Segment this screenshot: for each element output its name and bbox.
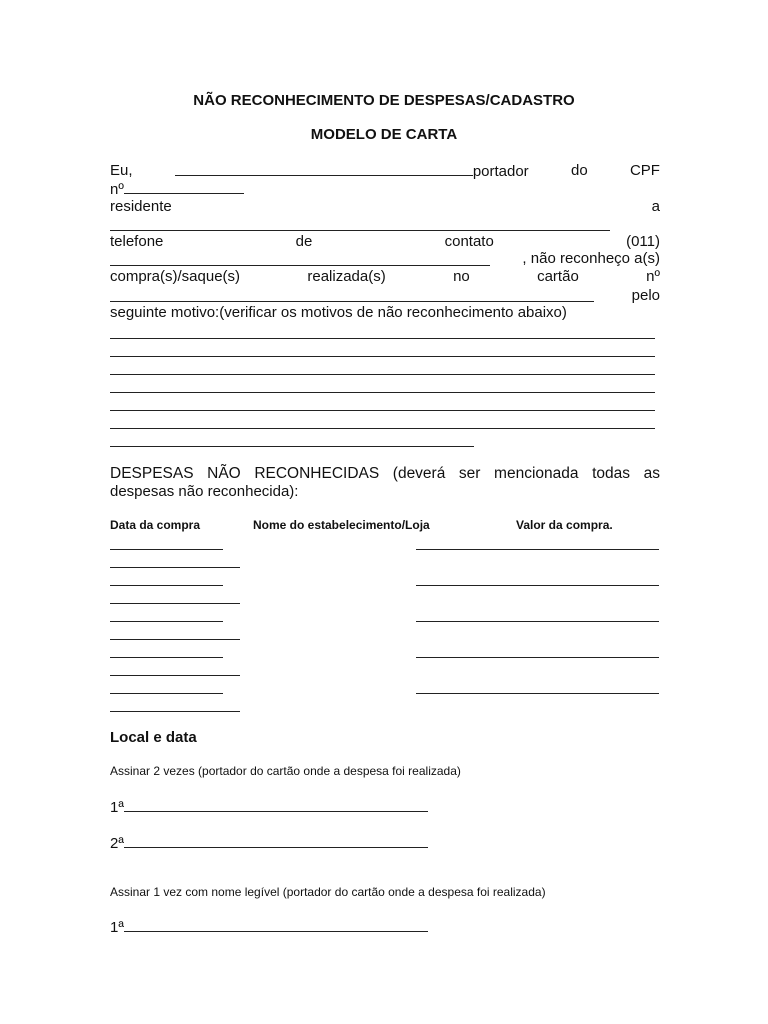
date-field[interactable] (110, 621, 223, 622)
phone-field[interactable] (110, 265, 490, 266)
reason-line[interactable] (110, 338, 655, 339)
despesas-heading-cont: despesas não reconhecida): (110, 483, 299, 500)
despesas-word: RECONHECIDAS (254, 465, 380, 482)
word-realizadas: realizada(s) (307, 268, 386, 285)
word-residente: residente (110, 198, 172, 215)
letter-line-motivo: seguinte motivo:(verificar os motivos de não reconhecimento abaixo) (110, 304, 567, 321)
reason-line[interactable] (110, 410, 655, 411)
store-field[interactable] (110, 603, 240, 604)
value-field[interactable] (416, 621, 659, 622)
word-cpf: CPF (629, 162, 660, 179)
value-field[interactable] (416, 657, 659, 658)
word-n-cartao: nº (646, 268, 660, 285)
col-nome-estabelecimento: Nome do estabelecimento/Loja (253, 518, 430, 532)
phone-ddd: (011) (626, 233, 660, 250)
name-blank (175, 162, 473, 176)
despesas-word: (deverá (392, 465, 446, 482)
store-field[interactable] (110, 567, 240, 568)
despesas-word: ser (458, 465, 481, 482)
letter-line-telefone (110, 233, 660, 251)
card-number-field[interactable] (110, 301, 594, 302)
word-do: do (570, 162, 588, 179)
page-title: NÃO RECONHECIMENTO DE DESPESAS/CADASTRO (193, 92, 575, 109)
word-a: a (651, 198, 660, 215)
assinar-1-vez-note: Assinar 1 vez com nome legível (portador do cartão onde a despesa foi realizada) (110, 885, 546, 899)
local-e-data-label: Local e data (110, 729, 197, 746)
cpf-number-field[interactable] (124, 180, 244, 194)
address-field[interactable] (110, 230, 610, 231)
page-subtitle: MODELO DE CARTA (310, 126, 458, 143)
despesas-word: DESPESAS (110, 465, 194, 482)
word-de: de (295, 233, 313, 250)
store-field[interactable] (110, 711, 240, 712)
letter-line-cpf-number (110, 180, 660, 199)
despesas-word: mencionada (494, 465, 579, 482)
reason-line[interactable] (110, 446, 474, 447)
word-cartao: cartão (537, 268, 579, 285)
date-field[interactable] (110, 585, 223, 586)
word-contato: contato (444, 233, 494, 250)
col-data-compra: Data da compra (110, 518, 201, 532)
signature-1-field[interactable] (124, 798, 428, 812)
value-field[interactable] (416, 585, 659, 586)
col-valor-compra: Valor da compra. (516, 518, 613, 532)
word-eu: Eu, (110, 162, 133, 179)
signature-legible-line (110, 918, 428, 936)
value-field[interactable] (416, 549, 659, 550)
text-nao-reconheco: , não reconheço a(s) (522, 250, 660, 267)
reason-line[interactable] (110, 374, 655, 375)
letter-line-residente (110, 198, 660, 216)
signature-legible-field[interactable] (124, 918, 428, 932)
despesas-heading (110, 465, 660, 483)
date-field[interactable] (110, 657, 223, 658)
value-field[interactable] (416, 693, 659, 694)
reason-line[interactable] (110, 392, 655, 393)
store-field[interactable] (110, 639, 240, 640)
reason-line[interactable] (110, 356, 655, 357)
word-compras: compra(s)/saque(s) (110, 268, 241, 285)
reason-line[interactable] (110, 428, 655, 429)
signature-2-field[interactable] (124, 834, 428, 848)
date-field[interactable] (110, 693, 223, 694)
word-pelo: pelo (631, 287, 660, 304)
word-portador: portador (472, 163, 529, 180)
letter-line-name (110, 162, 660, 181)
assinar-2-vezes-note: Assinar 2 vezes (portador do cartão onde a despesa foi realizada) (110, 764, 461, 778)
signature-2-label: 2ª (110, 835, 124, 852)
despesas-word: as (643, 465, 660, 482)
despesas-word: todas (592, 465, 630, 482)
word-no: no (453, 268, 470, 285)
store-field[interactable] (110, 675, 240, 676)
despesas-word: NÃO (207, 465, 241, 482)
cpf-number-label: nº (110, 181, 124, 198)
signature-legible-label: 1ª (110, 919, 124, 936)
letter-line-compras (110, 268, 660, 286)
signature-1-label: 1ª (110, 799, 124, 816)
word-telefone: telefone (110, 233, 164, 250)
signature-2-line (110, 834, 428, 852)
signature-1-line (110, 798, 428, 816)
name-field[interactable] (175, 162, 529, 181)
date-field[interactable] (110, 549, 223, 550)
